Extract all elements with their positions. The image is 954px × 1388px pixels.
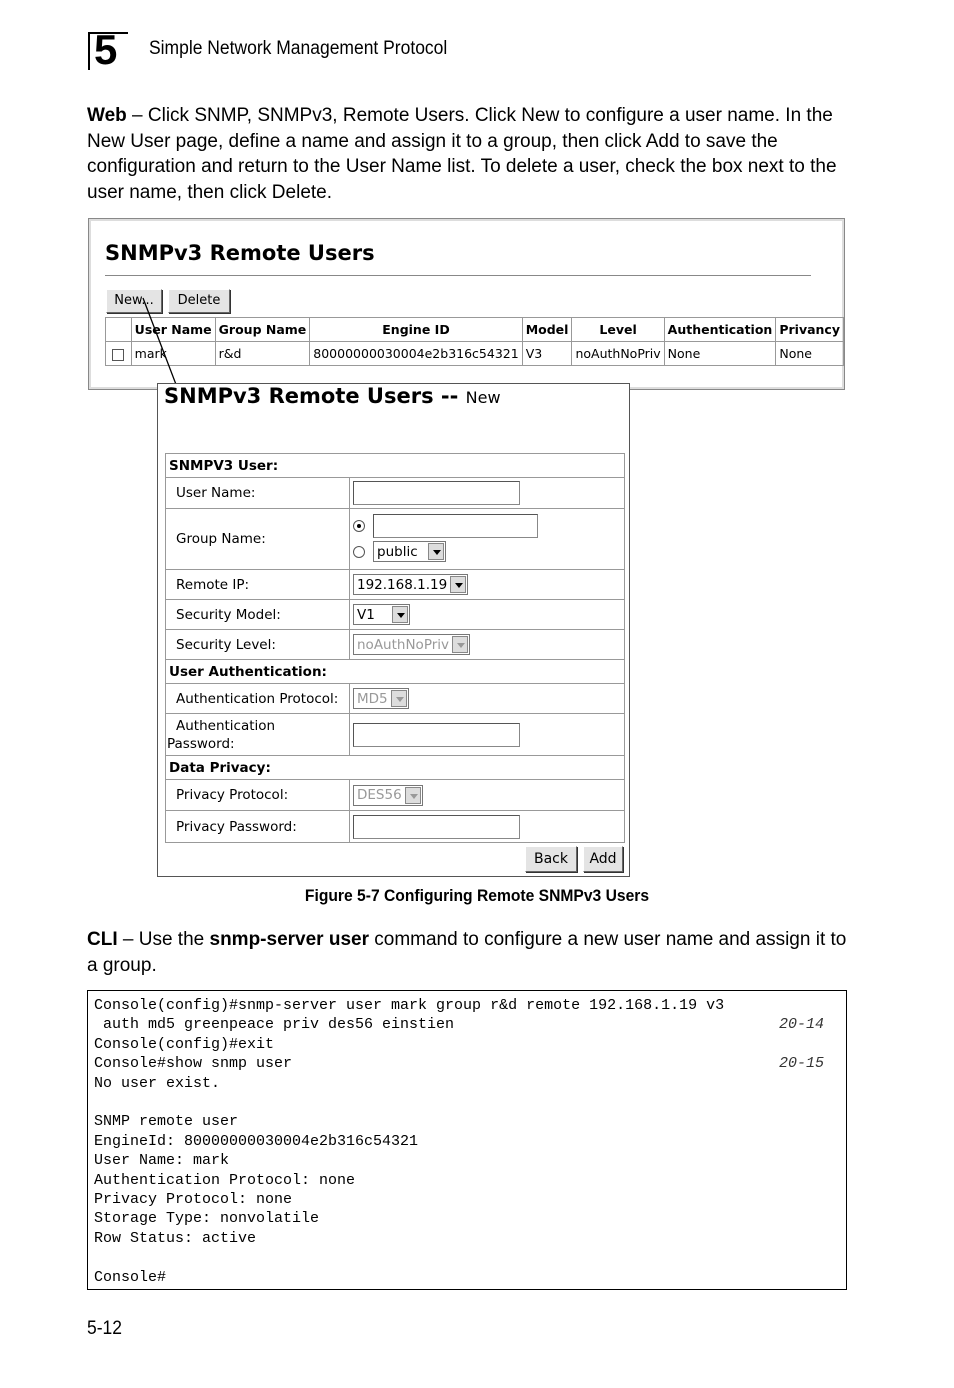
chevron-down-icon (452, 636, 468, 653)
new-button[interactable]: New... (106, 289, 162, 313)
group-custom-radio[interactable] (353, 520, 365, 532)
col-privacy: Privancy (776, 318, 844, 342)
page-number: 5-12 (87, 1318, 122, 1339)
col-level: Level (572, 318, 664, 342)
cell-group-name: r&d (215, 342, 310, 366)
list-page-title: SNMPv3 Remote Users (105, 241, 375, 265)
new-page-title: SNMPv3 Remote Users -- New (164, 384, 501, 408)
add-button[interactable]: Add (583, 846, 623, 872)
code-line: EngineId: 80000000030004e2b316c54321 (94, 1132, 419, 1150)
chevron-down-icon (428, 543, 444, 560)
code-line: Console# (94, 1268, 167, 1286)
page-ref: 20-15 (778, 1055, 824, 1073)
col-model: Model (522, 318, 572, 342)
code-line: SNMP remote user (94, 1113, 239, 1131)
cell-user-name: mark (131, 342, 215, 366)
auth-password-input[interactable] (353, 723, 520, 747)
delete-button[interactable]: Delete (168, 289, 230, 313)
privacy-password-input[interactable] (353, 815, 520, 839)
label-auth-password: Authentication Password: (166, 714, 350, 756)
new-user-form (165, 453, 625, 843)
code-line: auth md5 greenpeace priv des56 einstien (94, 1016, 455, 1034)
cli-code-block (87, 990, 847, 1290)
new-page-title-suffix: New (465, 388, 501, 407)
col-user-name: User Name (131, 318, 215, 342)
security-model-select[interactable]: V1 (353, 604, 410, 625)
auth-protocol-select[interactable]: MD5 (353, 688, 409, 709)
chevron-down-icon (392, 606, 408, 623)
code-line: Console(config)#exit (94, 1035, 275, 1053)
label-user-name: User Name: (166, 478, 350, 509)
code-line: Console#show snmp user (94, 1055, 293, 1073)
code-line: User Name: mark (94, 1152, 230, 1170)
cell-authentication: None (664, 342, 776, 366)
chevron-down-icon (450, 576, 466, 593)
security-level-select[interactable]: noAuthNoPriv (353, 634, 470, 655)
figure-caption: Figure 5-7 Configuring Remote SNMPv3 Users (304, 886, 650, 905)
new-user-screenshot (157, 383, 630, 877)
privacy-protocol-select[interactable]: DES56 (353, 785, 423, 806)
label-auth-protocol: Authentication Protocol: (166, 684, 350, 714)
code-line: Privacy Protocol: none (94, 1191, 293, 1209)
col-engine-id: Engine ID (310, 318, 522, 342)
code-line: Storage Type: nonvolatile (94, 1210, 320, 1228)
group-name-select[interactable]: public (373, 541, 446, 562)
cli-instructions: CLI – Use the snmp-server user command to configure a new user name and assign it to a group. (87, 929, 847, 976)
web-text: – Click SNMP, SNMPv3, Remote Users. Click New to configure a user name. In the New User page, define a name and assign it to a group, then click Add to save the configuration and return to the User Name list. To delete a user, check the box next to the user name, then click Delete. (87, 105, 837, 203)
col-group-name: Group Name (215, 318, 310, 342)
remote-ip-select[interactable]: 192.168.1.19 (353, 574, 468, 595)
code-line: Authentication Protocol: none (94, 1171, 356, 1189)
label-security-level: Security Level: (166, 630, 350, 660)
section-snmpv3-user: SNMPV3 User: (166, 454, 625, 478)
back-button[interactable]: Back (525, 846, 577, 872)
label-security-model: Security Model: (166, 600, 350, 630)
code-line (94, 1248, 840, 1267)
code-line: Console(config)#snmp-server user mark group r&d remote 192.168.1.19 v3 (94, 997, 725, 1014)
label-privacy-protocol: Privacy Protocol: (166, 780, 350, 811)
cell-engine-id: 80000000030004e2b316c54321 (310, 342, 522, 366)
running-header: Simple Network Management Protocol (149, 38, 448, 59)
cli-command: snmp-server user (209, 929, 369, 950)
cell-model: V3 (522, 342, 572, 366)
chevron-down-icon (405, 787, 421, 804)
page-ref: 20-14 (778, 1016, 824, 1034)
chapter-number: 5 (94, 26, 118, 73)
section-data-privacy: Data Privacy: (166, 756, 625, 780)
chevron-down-icon (391, 690, 407, 707)
user-name-input[interactable] (353, 481, 520, 505)
cli-lead: CLI (87, 929, 118, 950)
web-lead: Web (87, 105, 127, 126)
label-group-name: Group Name: (166, 509, 350, 570)
col-authentication: Authentication (664, 318, 776, 342)
group-name-input[interactable] (373, 514, 538, 538)
label-remote-ip: Remote IP: (166, 570, 350, 600)
code-line: Row Status: active (94, 1229, 257, 1247)
code-line (94, 1093, 840, 1112)
group-select-radio[interactable] (353, 546, 365, 558)
cell-privacy: None (776, 342, 844, 366)
cell-level: noAuthNoPriv (572, 342, 664, 366)
label-privacy-password: Privacy Password: (166, 811, 350, 843)
code-line: No user exist. (94, 1074, 221, 1092)
section-user-authentication: User Authentication: (166, 660, 625, 684)
